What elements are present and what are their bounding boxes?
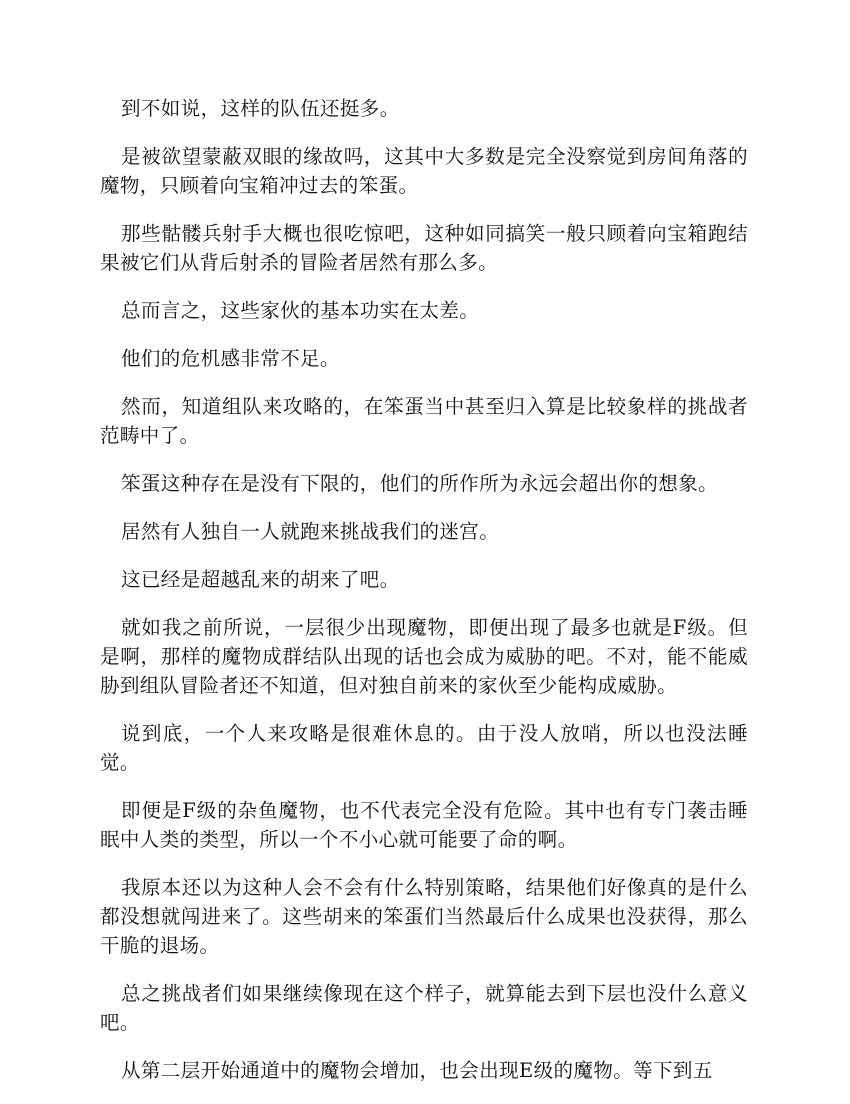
paragraph-5: 他们的危机感非常不足。 xyxy=(121,347,340,370)
paragraph-9: 这已经是超越乱来的胡来了吧。 xyxy=(121,568,400,591)
paragraph-3: 那些骷髅兵射手大概也很吃惊吧，这种如同搞笑一般只顾着向宝箱跑结果被它们从背后射杀的冒险者居然有那么多。 xyxy=(100,222,748,274)
paragraph-12: 即便是F级的杂鱼魔物，也不代表完全没有危险。其中也有专门袭击睡眠中人类的类型，所以一个不小心就可能要了命的啊。 xyxy=(100,799,748,851)
paragraph-7: 笨蛋这种存在是没有下限的，他们的所作所为永远会超出你的想象。 xyxy=(121,472,719,495)
paragraph-1: 到不如说，这样的队伍还挺多。 xyxy=(121,97,400,120)
body-text xyxy=(100,94,748,1104)
paragraph-10: 就如我之前所说，一层很少出现魔物，即便出现了最多也就是F级。但是啊，那样的魔物成群结队出现的话也会成为威胁的吧。不对，能不能威胁到组队冒险者还不知道，但对独自前来的家伙至少能构成威胁。 xyxy=(100,616,748,697)
paragraph-8: 居然有人独自一人就跑来挑战我们的迷宫。 xyxy=(121,520,500,543)
paragraph-4: 总而言之，这些家伙的基本功实在太差。 xyxy=(121,299,480,322)
paragraph-14: 总之挑战者们如果继续像现在这个样子，就算能去到下层也没什么意义吧。 xyxy=(100,982,748,1034)
paragraph-11: 说到底，一个人来攻略是很难休息的。由于没人放哨，所以也没法睡觉。 xyxy=(100,722,748,774)
paragraph-2: 是被欲望蒙蔽双眼的缘故吗，这其中大多数是完全没察觉到房间角落的魔物，只顾着向宝箱冲过去的笨蛋。 xyxy=(100,145,748,197)
paragraph-6: 然而，知道组队来攻略的，在笨蛋当中甚至归入算是比较象样的挑战者范畴中了。 xyxy=(100,395,748,447)
paragraph-15: 从第二层开始通道中的魔物会增加，也会出现E级的魔物。等下到五 xyxy=(121,1059,713,1082)
paragraph-13: 我原本还以为这种人会不会有什么特别策略，结果他们好像真的是什么都没想就闯进来了。这些胡来的笨蛋们当然最后什么成果也没获得，那么干脆的退场。 xyxy=(100,876,748,957)
